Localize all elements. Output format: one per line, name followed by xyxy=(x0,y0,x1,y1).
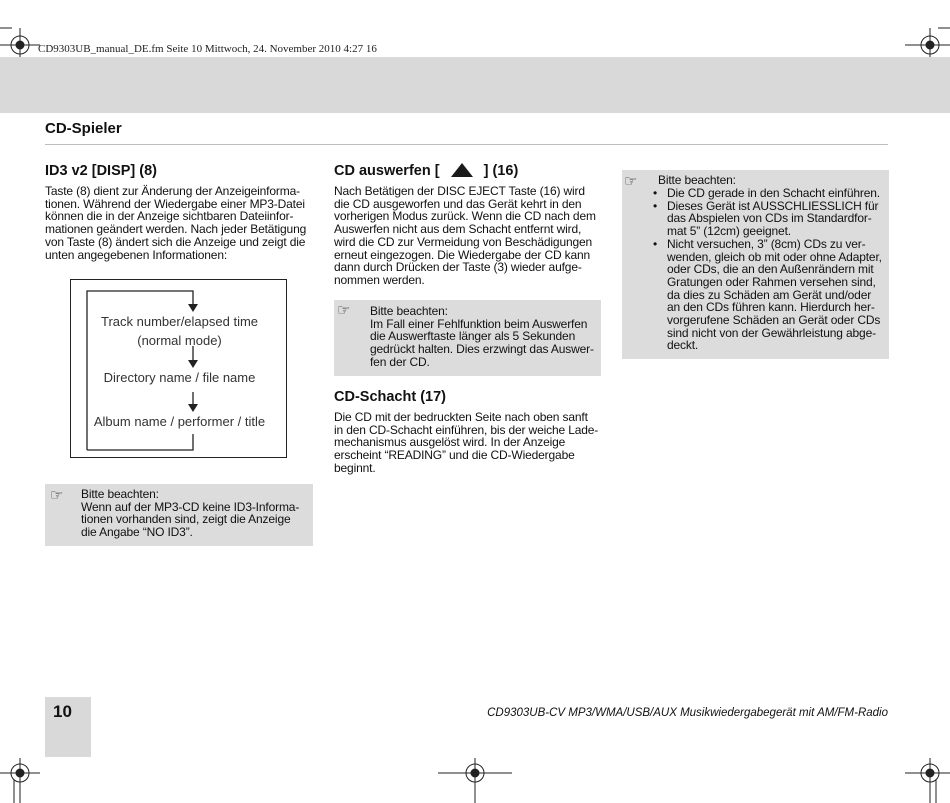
note-label: Bitte beachten: xyxy=(658,173,736,187)
eject-paragraph: Nach Betätigen der DISC EJECT Taste (16) wird die CD ausgeworfen und das Gerät kehrt in den vorherigen Modus zurück. Wenn die CD nach dem Auswerfen nicht aus dem Schacht entfernt wird, wird die CD zur Vermeidung von Beschädigungen erneut eingezogen. Die Wiedergabe der CD kann dann durch Drücken der Taste (3) wieder aufge- nommen werden. xyxy=(334,184,596,287)
cd-slot-heading: CD-Schacht (17) xyxy=(334,389,446,405)
note-label: Bitte beachten: xyxy=(81,487,159,501)
list-item: • Nicht versuchen, 3” (8cm) CDs zu ver- wenden, gleich ob mit oder ohne Adapter, oder CDs, die an den Außenrändern mit Gratungen oder Rahmen versehen sind, da dies zu Schäden am Gerät und/oder an den CDs führen kann. Hierdurch her- vorgerufene Schäden an Gerät oder CDs sind nicht von der Gewährleistung abge- deckt. xyxy=(653,236,882,353)
note-box-id3: ☞ Bitte beachten: Wenn auf der MP3-CD keine ID3-Informa- tionen vorhanden sind, zeigt die Anzeige die Angabe “NO ID3”. xyxy=(45,484,313,546)
down-arrow-icon xyxy=(188,404,198,412)
note-bullet-list xyxy=(653,187,882,352)
id3-heading: ID3 v2 [DISP] (8) xyxy=(45,163,157,179)
note-box-cd-usage xyxy=(622,170,889,359)
note-box-eject: ☞ Bitte beachten: Im Fall einer Fehlfunktion beim Auswerfen die Auswerftaste länger als 5 Sekunden gedrückt halten. Dies erzwingt das Auswer- fen der CD. xyxy=(334,300,601,376)
file-info-header: CD9303UB_manual_DE.fm Seite 10 Mittwoch, 24. November 2010 4:27 16 xyxy=(38,43,377,55)
pointing-hand-icon: ☞ xyxy=(50,487,64,504)
page-number: 10 xyxy=(53,702,72,721)
list-item: • Dieses Gerät ist AUSSCHLIESSLICH für das Abspielen von CDs im Standardfor- mat 5” (12cm) geeignet. xyxy=(653,198,879,239)
eject-heading: CD auswerfen [ ] (16) xyxy=(334,163,519,179)
pointing-hand-icon: ☞ xyxy=(624,173,638,190)
diagram-step-album: Album name / performer / title xyxy=(93,414,266,429)
cd-slot-paragraph: Die CD mit der bedruckten Seite nach oben sanft in den CD-Schacht einführen, bis der weiche Lade- mechanismus ausgelöst wird. In der Anzeige erscheint “READING” und die CD-Wiedergabe beginnt. xyxy=(334,410,599,475)
registration-mark-bottom-right-icon xyxy=(905,758,950,803)
section-title: CD-Spieler xyxy=(45,120,122,137)
diagram-step-normal-mode: (normal mode) xyxy=(137,333,222,348)
section-divider xyxy=(45,144,888,145)
display-cycle-diagram xyxy=(70,279,287,458)
eject-icon xyxy=(451,163,473,177)
diagram-step-track: Track number/elapsed time xyxy=(100,314,259,329)
down-arrow-icon xyxy=(188,360,198,368)
down-arrow-icon xyxy=(188,304,198,312)
note-label: Bitte beachten: xyxy=(370,304,448,318)
registration-mark-bottom-center-icon xyxy=(438,758,512,803)
id3-paragraph: Taste (8) dient zur Änderung der Anzeigeinforma- tionen. Während der Wiedergabe einer MP3-Datei können die in der Anzeige sichtbaren Dateiinfor- mationen geändert werden. Nach jeder Betätigung von Taste (8) ändert sich die Anzeige und zeigt die unten angegebenen Informationen: xyxy=(45,184,307,262)
footer-product-text: CD9303UB-CV MP3/WMA/USB/AUX Musikwiedergabegerät mit AM/FM-Radio xyxy=(487,707,888,719)
list-item: • Die CD gerade in den Schacht einführen. xyxy=(653,186,880,200)
registration-mark-bottom-left-icon xyxy=(0,758,40,803)
diagram-step-directory: Directory name / file name xyxy=(103,370,256,385)
header-band xyxy=(0,57,950,113)
pointing-hand-icon: ☞ xyxy=(337,302,351,319)
